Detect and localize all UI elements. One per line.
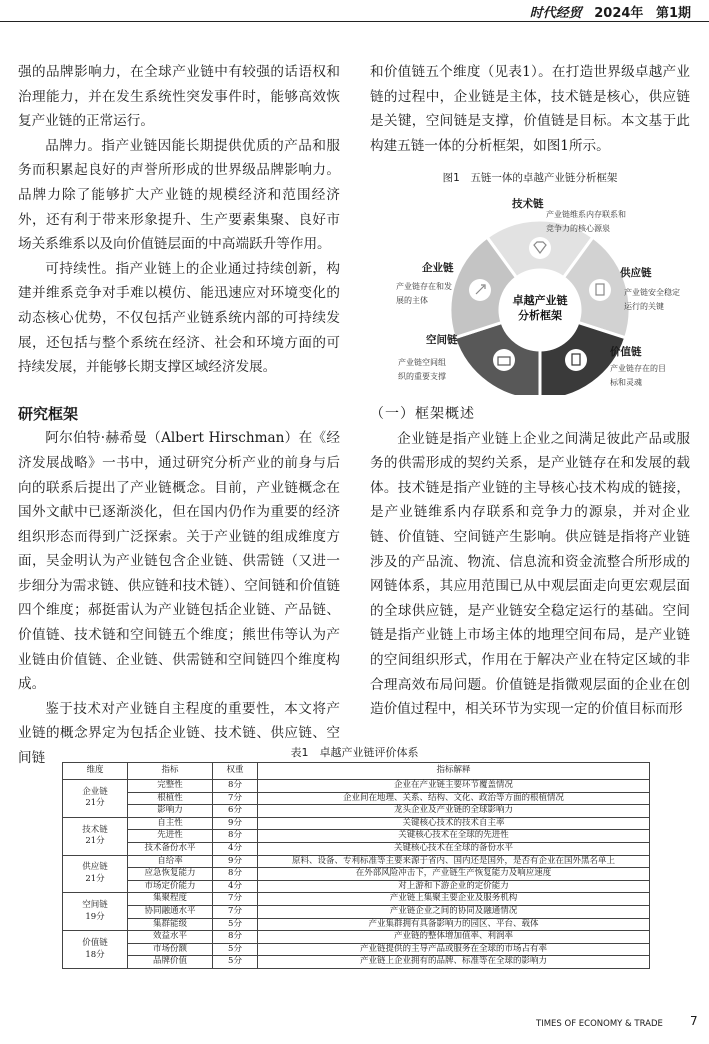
page-number: 7 [690,1014,698,1028]
table-row [63,956,650,969]
diamond-icon [529,237,551,259]
table-row [63,918,650,931]
dimension-cell [63,931,128,969]
explanation-cell: 在外部风险冲击下，产业链生产恢复能力及响应速度 [258,868,650,881]
table-title: 表1 卓越产业链评价体系 [290,746,419,759]
magazine-name: 时代经贸 [529,6,582,21]
table-row [63,943,650,956]
supply-chain-label: 供应链 [620,267,652,279]
right-column-bottom [370,402,690,722]
space-chain-label: 空间链 [426,334,458,346]
weight-cell: 4分 [213,880,258,893]
paragraph: 和价值链五个维度（见表1）。在打造世界级卓越产业链的过程中，企业链是主体，技术链是核心，供应链是关键，空间链是支撑，价值链是目标。本文基于此构建五链一体的分析框架，如图1所示。 [370,64,690,154]
running-header [0,0,709,22]
explanation-cell: 产业链企业之间的协同及融通情况 [258,905,650,918]
figure-title: 图1 五链一体的卓越产业链分析框架 [442,172,618,184]
indicator-cell: 集群能级 [128,918,213,931]
table-row [63,792,650,805]
weight-cell: 5分 [213,943,258,956]
weight-cell: 9分 [213,855,258,868]
dimension-name: 技术链 [82,824,108,835]
explanation-cell: 企业间在地理、关系、结构、文化、政治等方面的根植情况 [258,792,650,805]
enterprise-chain-label: 企业链 [422,262,454,274]
explanation-cell: 产业链上集聚主要企业及服务机构 [258,893,650,906]
left-column [18,60,340,771]
weight-cell: 7分 [213,893,258,906]
dimension-score: 21分 [85,873,105,884]
weight-cell: 8分 [213,780,258,793]
table-row [63,880,650,893]
weight-cell: 6分 [213,805,258,818]
table-row [63,805,650,818]
weight-cell: 5分 [213,956,258,969]
dimension-score: 19分 [85,911,105,922]
paragraph: 阿尔伯特·赫希曼（Albert Hirschman）在《经济发展战略》一书中，通过研究分析产业的前身与后向的联系后提出了产业链概念。目前，产业链概念在国外文献中已逐渐淡化，但在国内仍作为重要的经济组织形态而得到广泛探索。关于产业链的组成维度方面，吴金明认为产业链包含企业链、供需链（又进一步细分为需求链、供应链和技术链）、空间链和价值链四个维度；郝挺雷认为产业链包括企业链、产品链、价值链、技术链和空间链五个维度；熊世伟等认为产业链由价值链、企业链、供需链和空间链四个维度构成。 [18,430,340,693]
weight-cell: 9分 [213,817,258,830]
value-chain-label: 价值链 [610,346,642,358]
rocket-icon [469,279,491,301]
indicator-cell: 市场定价能力 [128,880,213,893]
framework-figure [390,190,690,395]
indicator-cell: 协同融通水平 [128,905,213,918]
space-chain-desc: 产业链空间组 织的重要支撑 [398,358,446,381]
indicator-cell: 根植性 [128,792,213,805]
explanation-cell: 关键核心技术在全球的先进性 [258,830,650,843]
weight-cell: 5分 [213,918,258,931]
indicator-cell: 影响力 [128,805,213,818]
paragraph: 鉴于技术对产业链自主程度的重要性，本文将产业链的概念界定为包括企业链、技术链、供应链、空间链 [18,700,340,767]
explanation-cell: 龙头企业及产业链的全球影响力 [258,805,650,818]
dimension-score: 18分 [85,949,105,960]
explanation-cell: 原料、设备、专利标准等主要来源于省内、国内还是国外，是否有企业在国外黑名单上 [258,855,650,868]
explanation-cell: 产业链提供的主导产品或服务在全球的市场占有率 [258,943,650,956]
dimension-cell [63,893,128,931]
dimension-name: 空间链 [82,900,108,911]
indicator-cell: 效益水平 [128,931,213,944]
header-text [522,2,691,21]
weight-cell: 7分 [213,792,258,805]
header-year: 2024年 [594,6,644,21]
table-row [63,905,650,918]
indicator-cell: 市场份额 [128,943,213,956]
table-body [63,780,650,969]
indicator-cell: 自给率 [128,855,213,868]
indicator-cell: 先进性 [128,830,213,843]
weight-cell: 7分 [213,905,258,918]
subsection-title: （一）框架概述 [370,406,475,422]
indicator-cell: 完整性 [128,780,213,793]
section-title: 研究框架 [18,404,79,423]
weight-cell: 8分 [213,931,258,944]
dimension-name: 供应链 [82,862,108,873]
table-header-cell: 维度 [63,763,128,780]
paragraph: 强的品牌影响力，在全球产业链中有较强的话语权和治理能力，并在发生系统性突发事件时，能够高效恢复产业链的正常运行。 [18,64,340,130]
explanation-cell: 产业链的整体增加值率、利润率 [258,931,650,944]
document-icon [589,279,611,301]
indicator-cell: 技术备份水平 [128,842,213,855]
paragraph: 可持续性。指产业链上的企业通过持续创新，构建并维系竞争对手难以模仿、能迅速应对环境变化的动态核心优势，不仅包括产业链系统内部的可持续发展，还包括与整个系统在经济、社会和环境方面的可持续发展，并能够长期支撑区域经济发展。 [18,260,340,376]
table-row [63,931,650,944]
explanation-cell: 产业集群拥有具备影响力的园区、平台、载体 [258,918,650,931]
table-row [63,780,650,793]
table-row [63,855,650,868]
table-row [63,868,650,881]
paragraph: 企业链是指产业链上企业之间满足彼此产品或服务的供需形成的契约关系，是产业链存在和发展的载体。技术链是指产业链的主导核心技术构成的链接，是产业链维系内存联系和竞争力的源泉，并对企业链、价值链、空间链产生影响。供应链是指将产业链涉及的产品流、物流、信息流和资金流整合所形成的网链体系，其应用范围已从中观层面走向更宏观层面的全球供应链，是产业链安全稳定运行的基础。空间链是指产业链上市场主体的地理空间布局，是产业链的空间组织形式，作用在于解决产业在特定区域的非合理高效布局问题。价值链是指微观层面的企业在创造价值过程中，相关环节为实现一定的价值目标而形 [370,430,690,718]
table-row [63,893,650,906]
calculator-icon [565,349,587,371]
table-row [63,842,650,855]
weight-cell: 4分 [213,842,258,855]
dimension-name: 价值链 [82,937,108,948]
weight-cell: 8分 [213,868,258,881]
tech-chain-label: 技术链 [512,198,544,210]
tech-chain-desc: 产业链维系内存联系和 竞争力的核心源泉 [546,210,626,233]
center-label-line2: 分析框架 [518,309,562,322]
table-row [63,817,650,830]
dimension-cell [63,780,128,818]
supply-chain-desc: 产业链安全稳定 运行的关键 [624,288,680,311]
table-header-cell: 指标 [128,763,213,780]
indicator-cell: 自主性 [128,817,213,830]
evaluation-table [62,762,650,969]
explanation-cell: 关键核心技术在全球的备份水平 [258,842,650,855]
paragraph: 品牌力。指产业链因能长期提供优质的产品和服务而积累起良好的声誉所形成的世界级品牌影响力。品牌力除了能够扩大产业链的规模经济和范围经济外，还有利于带来形象提升、生产要素集聚、良好市场关系维系以及向价值链层面的中高端跃升等作用。 [18,137,340,253]
explanation-cell: 企业在产业链主要环节覆盖情况 [258,780,650,793]
table-header-row [63,763,650,780]
dimension-score: 21分 [85,798,105,809]
enterprise-chain-desc: 产业链存在和发 展的主体 [396,282,452,305]
explanation-cell: 关键核心技术的技术自主率 [258,817,650,830]
indicator-cell: 品牌价值 [128,956,213,969]
table-header-cell: 权重 [213,763,258,780]
dimension-cell [63,855,128,893]
center-label-line1: 卓越产业链 [512,294,568,307]
header-issue: 第1期 [655,6,691,21]
footer-brand: TIMES OF ECONOMY & TRADE [536,1019,663,1029]
dimension-score: 21分 [85,836,105,847]
table-header-cell: 指标解释 [258,763,650,780]
right-column-top [370,60,690,158]
value-chain-desc: 产业链存在的目 标和灵魂 [610,364,666,387]
explanation-cell: 对上游和下游企业的定价能力 [258,880,650,893]
weight-cell: 8分 [213,830,258,843]
dimension-cell [63,817,128,855]
table-row [63,830,650,843]
indicator-cell: 集聚程度 [128,893,213,906]
briefcase-icon [493,349,515,371]
explanation-cell: 产业链上企业拥有的品牌、标准等在全球的影响力 [258,956,650,969]
dimension-name: 企业链 [82,786,108,797]
indicator-cell: 应急恢复能力 [128,868,213,881]
